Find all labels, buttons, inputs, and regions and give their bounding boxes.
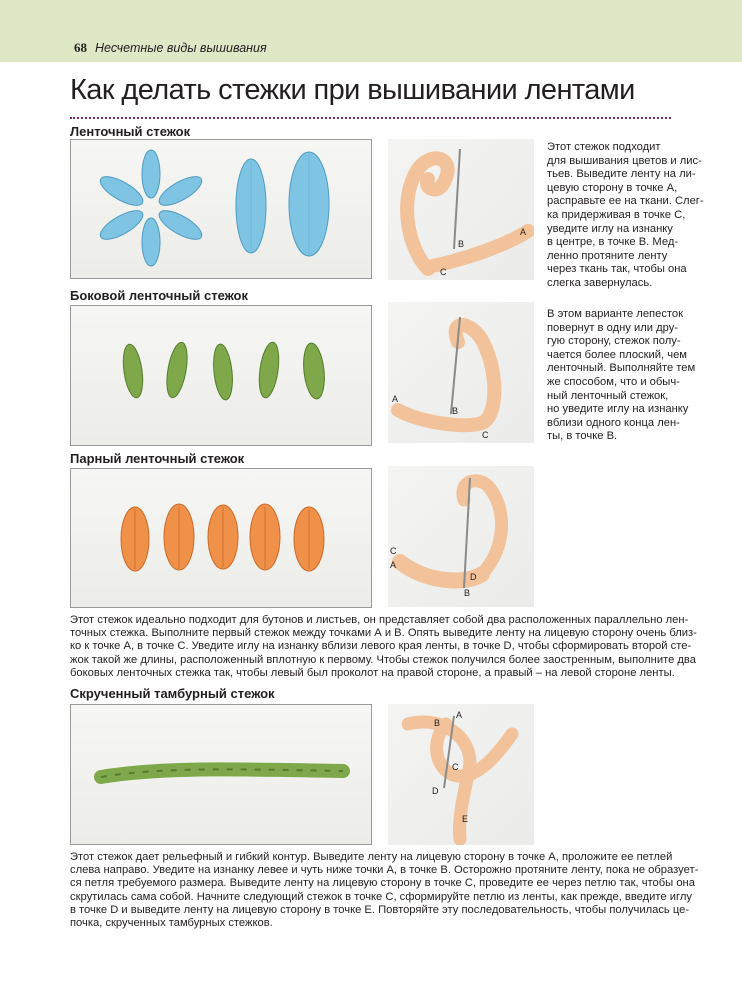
diagram-paired-ribbon-stitch	[388, 466, 534, 607]
page-number: 68	[74, 40, 87, 55]
diagram-label-b: B	[434, 718, 441, 728]
diagram-label-a: A	[392, 394, 399, 404]
diagram-label-d: D	[470, 572, 477, 582]
diagram-label-c: C	[390, 546, 397, 556]
diagram-label-d: D	[432, 786, 439, 796]
diagram-label-e: E	[462, 814, 469, 824]
section-heading-paired-ribbon-stitch: Парный ленточный стежок	[70, 451, 245, 466]
diagram-label-b: B	[464, 588, 471, 598]
section-text-paired-ribbon-stitch: Этот стежок идеально подходит для бутонов и листьев, он представляет собой два расположенных параллельно лен- точных стежка. Выполните первый стежок между точками А и В. Опять выведите ленту на лицевую сторону очень близ- ко к точке А, в точке С. Уведите иглу на изнанку вблизи левого края ленты, в точке D, чтобы сформировать второй сте- жок такой же длины, расположенный вплотную к первому. Чтобы стежок получился более заостренным, выполните два боковых ленточных стежка так, чтобы левый был проколот на правой стороне, а правый – на левой стороне ленты.	[70, 614, 697, 679]
title-divider	[70, 117, 671, 119]
diagram-label-c: C	[440, 267, 447, 277]
diagram-label-b: B	[452, 406, 459, 416]
photo-ribbon-stitch	[70, 139, 372, 279]
section-heading-twisted-chain-stitch: Скрученный тамбурный стежок	[70, 686, 275, 701]
photo-side-ribbon-stitch	[70, 305, 372, 446]
diagram-label-a: A	[520, 227, 527, 237]
diagram-ribbon-stitch	[388, 139, 534, 280]
page-title: Как делать стежки при вышивании лентами	[70, 74, 635, 106]
running-title: Несчетные виды вышивания	[95, 41, 267, 55]
diagram-label-b: B	[458, 239, 465, 249]
diagram-label-c: C	[452, 762, 459, 772]
section-heading-side-ribbon-stitch: Боковой ленточный стежок	[70, 288, 249, 303]
diagram-side-ribbon-stitch	[388, 302, 534, 443]
section-text-twisted-chain-stitch: Этот стежок дает рельефный и гибкий контур. Выведите ленту на лицевую сторону в точке А, проложите ее петлей слева направо. Уведите на изнанку левее и чуть ниже точки А, в точке В. Осторожно протяните ленту, пока не образует- ся петля требуемого размера. Выведите ленту на лицевую сторону в точке С, проведите ее через петлю так, чтобы она скрутилась сама собой. Начните следующий стежок в точке С, сформируйте петлю из ленты, как прежде, введите иглу в точке D и выведите ленту на лицевую сторону в точке Е. Повторяйте эту последовательность, чтобы получилась це- почка, скрученных тамбурных стежков.	[70, 851, 699, 930]
photo-twisted-chain-stitch	[70, 704, 372, 845]
section-heading-ribbon-stitch: Ленточный стежок	[70, 124, 191, 139]
diagram-label-a: A	[456, 710, 463, 720]
diagram-twisted-chain-stitch	[388, 704, 534, 845]
section-text-ribbon-stitch: Этот стежок подходит для вышивания цветов и лис- тьев. Выведите ленту на ли- цевую сторону в точке А, расправьте ее на ткани. Слег- ка придерживая в точке С, уведите иглу на изнанку в центре, в точке В. Мед- ленно протяните ленту через ткань так, чтобы она слегка завернулась.	[547, 141, 704, 289]
photo-paired-ribbon-stitch	[70, 468, 372, 608]
diagram-label-a: A	[390, 560, 397, 570]
diagram-label-c: C	[482, 430, 489, 440]
section-text-side-ribbon-stitch: В этом варианте лепесток повернут в одну или дру- гую сторону, стежок полу- чается более плоский, чем ленточный. Выполняйте тем же способом, что и обыч- ный ленточный стежок, но уведите иглу на изнанку вблизи одного конца лен- ты, в точке В.	[547, 308, 696, 443]
